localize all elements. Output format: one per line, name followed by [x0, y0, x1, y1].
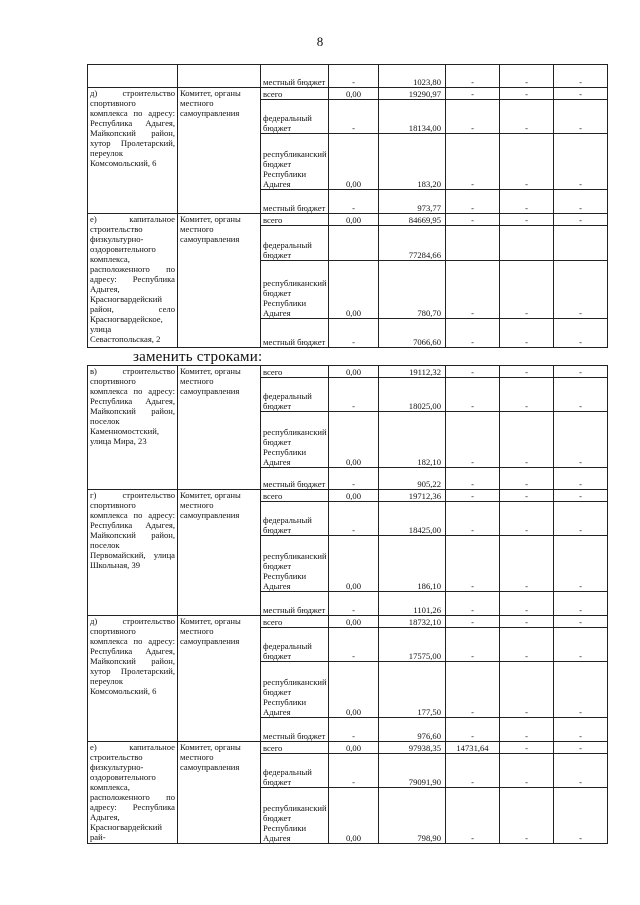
year-value-cell: 0,00 [329, 788, 379, 844]
year-value-cell: - [554, 88, 608, 100]
source-cell: всего [261, 742, 329, 754]
year-value-cell: - [446, 319, 500, 348]
year-value-cell: - [329, 468, 379, 490]
executor-cell: Комитет, органы местного самоуправления [178, 366, 261, 490]
source-cell: всего [261, 616, 329, 628]
year-value-cell: - [500, 468, 554, 490]
year-value-cell: - [500, 319, 554, 348]
total-value-cell: 1101,26 [379, 592, 446, 616]
total-value-cell: 780,70 [379, 261, 446, 319]
total-value-cell: 84669,95 [379, 214, 446, 226]
project-name-cell: д) строительство спортивного комплекса по адресу: Республика Адыгея, Майкопский район, хутор Пролетарский, переулок Комсомольский, 6 [88, 616, 178, 742]
total-value-cell: 18025,00 [379, 378, 446, 412]
year-value-cell: - [329, 754, 379, 788]
year-value-cell: 0,00 [329, 616, 379, 628]
year-value-cell: 0,00 [329, 261, 379, 319]
year-value-cell: 0,00 [329, 214, 379, 226]
year-value-cell: - [446, 190, 500, 214]
name-cell [88, 65, 178, 88]
total-value-cell: 19290,97 [379, 88, 446, 100]
year-value-cell: - [446, 662, 500, 718]
source-cell: республиканский бюджет Республики Адыгея [261, 412, 329, 468]
source-cell: республиканский бюджет Республики Адыгея [261, 134, 329, 190]
source-cell: всего [261, 490, 329, 502]
source-cell: федеральный бюджет [261, 100, 329, 134]
section-subtitle: заменить строками: [133, 349, 263, 365]
year-value-cell: - [500, 536, 554, 592]
year-value-cell: - [446, 754, 500, 788]
table-row [88, 88, 608, 100]
table-row [88, 616, 608, 628]
year-value-cell: 14731,64 [446, 742, 500, 754]
year-value-cell: - [446, 366, 500, 378]
year-value-cell: - [500, 214, 554, 226]
executor-cell: Комитет, органы местного самоуправления [178, 490, 261, 616]
year-value-cell [329, 226, 379, 261]
total-value-cell: 97938,35 [379, 742, 446, 754]
source-cell: федеральный бюджет [261, 378, 329, 412]
year-value-cell: - [329, 592, 379, 616]
year-value-cell: - [500, 754, 554, 788]
source-cell: местный бюджет [261, 319, 329, 348]
year-value-cell: - [446, 88, 500, 100]
project-name-cell: е) капитальное строительство физкультурно-оздоровительного комплекса, расположенного по адресу: Республика Адыгея, Красногвардейский район, село Красногвардейское, улица Севастопольская, 2 [88, 214, 178, 348]
year-value-cell: - [500, 490, 554, 502]
year-value-cell: - [446, 468, 500, 490]
year-value-cell: - [554, 788, 608, 844]
source-cell: всего [261, 366, 329, 378]
year-value-cell: - [500, 742, 554, 754]
year-value-cell: - [500, 190, 554, 214]
year-value-cell: - [554, 261, 608, 319]
year-value-cell: - [500, 366, 554, 378]
budget-table-top [87, 64, 608, 348]
year-value-cell: - [329, 502, 379, 536]
year-value-cell: - [554, 718, 608, 742]
year-value-cell: - [446, 412, 500, 468]
total-value-cell: 18134,00 [379, 100, 446, 134]
year-value-cell: - [500, 261, 554, 319]
year-value-cell: - [446, 788, 500, 844]
year-value-cell: - [554, 412, 608, 468]
total-value-cell: 7066,60 [379, 319, 446, 348]
total-value-cell: 976,60 [379, 718, 446, 742]
year-value-cell: - [500, 502, 554, 536]
year-value-cell: - [554, 502, 608, 536]
project-name-cell: в) строительство спортивного комплекса по адресу: Республика Адыгея, Майкопский район, поселок Каменномостский, улица Мира, 23 [88, 366, 178, 490]
year-value-cell: 0,00 [329, 88, 379, 100]
year-value-cell: - [500, 100, 554, 134]
year-value-cell: - [500, 378, 554, 412]
year-value-cell: - [446, 628, 500, 662]
year-value-cell [554, 226, 608, 261]
source-cell: федеральный бюджет [261, 628, 329, 662]
year-value-cell: - [554, 592, 608, 616]
year-value-cell: 0,00 [329, 662, 379, 718]
year-value-cell: - [446, 616, 500, 628]
source-cell: федеральный бюджет [261, 502, 329, 536]
source-cell: республиканский бюджет Республики Адыгея [261, 788, 329, 844]
year-value-cell: - [554, 378, 608, 412]
year-value-cell: - [329, 628, 379, 662]
year-value-cell: - [554, 319, 608, 348]
year-value-cell: - [446, 65, 500, 88]
table-row [88, 214, 608, 226]
total-value-cell: 17575,00 [379, 628, 446, 662]
source-cell: всего [261, 88, 329, 100]
year-value-cell: - [446, 261, 500, 319]
year-value-cell: - [500, 662, 554, 718]
source-cell: республиканский бюджет Республики Адыгея [261, 261, 329, 319]
source-cell: федеральный бюджет [261, 226, 329, 261]
executor-cell [178, 65, 261, 88]
table-row [88, 742, 608, 754]
year-value-cell: - [500, 65, 554, 88]
year-value-cell [500, 226, 554, 261]
source-cell: местный бюджет [261, 468, 329, 490]
year-value-cell: - [329, 190, 379, 214]
year-value-cell: - [554, 742, 608, 754]
year-value-cell: - [500, 88, 554, 100]
total-value-cell: 973,77 [379, 190, 446, 214]
year-value-cell: 0,00 [329, 742, 379, 754]
year-value-cell: - [554, 366, 608, 378]
total-value-cell: 183,20 [379, 134, 446, 190]
year-value-cell: - [446, 502, 500, 536]
year-value-cell: - [329, 65, 379, 88]
year-value-cell: 0,00 [329, 412, 379, 468]
project-name-cell: е) капитальное строительство физкультурно-оздоровительного комплекса, расположенного по адресу: Республика Адыгея, Красногвардейский рай- [88, 742, 178, 844]
year-value-cell: - [554, 662, 608, 718]
total-value-cell: 79091,90 [379, 754, 446, 788]
year-value-cell: - [554, 134, 608, 190]
total-value-cell: 1023,80 [379, 65, 446, 88]
project-name-cell: г) строительство спортивного комплекса по адресу: Республика Адыгея, Майкопский район, поселок Первомайский, улица Школьная, 39 [88, 490, 178, 616]
year-value-cell [446, 226, 500, 261]
source-cell: местный бюджет [261, 592, 329, 616]
year-value-cell: - [446, 490, 500, 502]
table-row [88, 490, 608, 502]
year-value-cell: - [554, 490, 608, 502]
executor-cell: Комитет, органы местного самоуправления [178, 214, 261, 348]
source-cell: республиканский бюджет Республики Адыгея [261, 536, 329, 592]
year-value-cell: - [500, 788, 554, 844]
year-value-cell: - [500, 718, 554, 742]
year-value-cell: - [554, 628, 608, 662]
year-value-cell: 0,00 [329, 490, 379, 502]
year-value-cell: - [554, 65, 608, 88]
year-value-cell: - [500, 628, 554, 662]
year-value-cell: - [554, 754, 608, 788]
total-value-cell: 18732,10 [379, 616, 446, 628]
total-value-cell: 18425,00 [379, 502, 446, 536]
total-value-cell: 19712,36 [379, 490, 446, 502]
year-value-cell: 0,00 [329, 536, 379, 592]
year-value-cell: - [446, 536, 500, 592]
year-value-cell: - [446, 378, 500, 412]
table-row [88, 65, 608, 88]
year-value-cell: 0,00 [329, 366, 379, 378]
year-value-cell: - [446, 134, 500, 190]
budget-table-bottom [87, 365, 608, 844]
year-value-cell: - [500, 616, 554, 628]
source-cell: местный бюджет [261, 190, 329, 214]
total-value-cell: 798,90 [379, 788, 446, 844]
year-value-cell: - [500, 134, 554, 190]
total-value-cell: 177,50 [379, 662, 446, 718]
executor-cell: Комитет, органы местного самоуправления [178, 88, 261, 214]
source-cell: местный бюджет [261, 718, 329, 742]
project-name-cell: д) строительство спортивного комплекса по адресу: Республика Адыгея, Майкопский район, хутор Пролетарский, переулок Комсомольский, 6 [88, 88, 178, 214]
page-number: 8 [316, 34, 324, 49]
year-value-cell: - [554, 536, 608, 592]
year-value-cell: - [554, 214, 608, 226]
source-cell: местный бюджет [261, 65, 329, 88]
source-cell: всего [261, 214, 329, 226]
table-row [88, 366, 608, 378]
year-value-cell: - [329, 319, 379, 348]
year-value-cell: - [329, 100, 379, 134]
year-value-cell: - [554, 468, 608, 490]
executor-cell: Комитет, органы местного самоуправления [178, 742, 261, 844]
source-cell: республиканский бюджет Республики Адыгея [261, 662, 329, 718]
year-value-cell: - [446, 100, 500, 134]
total-value-cell: 77284,66 [379, 226, 446, 261]
executor-cell: Комитет, органы местного самоуправления [178, 616, 261, 742]
year-value-cell: - [500, 412, 554, 468]
year-value-cell: 0,00 [329, 134, 379, 190]
total-value-cell: 905,22 [379, 468, 446, 490]
year-value-cell: - [500, 592, 554, 616]
year-value-cell: - [329, 378, 379, 412]
year-value-cell: - [554, 616, 608, 628]
year-value-cell: - [446, 718, 500, 742]
source-cell: федеральный бюджет [261, 754, 329, 788]
total-value-cell: 19112,32 [379, 366, 446, 378]
year-value-cell: - [329, 718, 379, 742]
total-value-cell: 186,10 [379, 536, 446, 592]
year-value-cell: - [554, 190, 608, 214]
year-value-cell: - [446, 592, 500, 616]
total-value-cell: 182,10 [379, 412, 446, 468]
year-value-cell: - [554, 100, 608, 134]
year-value-cell: - [446, 214, 500, 226]
